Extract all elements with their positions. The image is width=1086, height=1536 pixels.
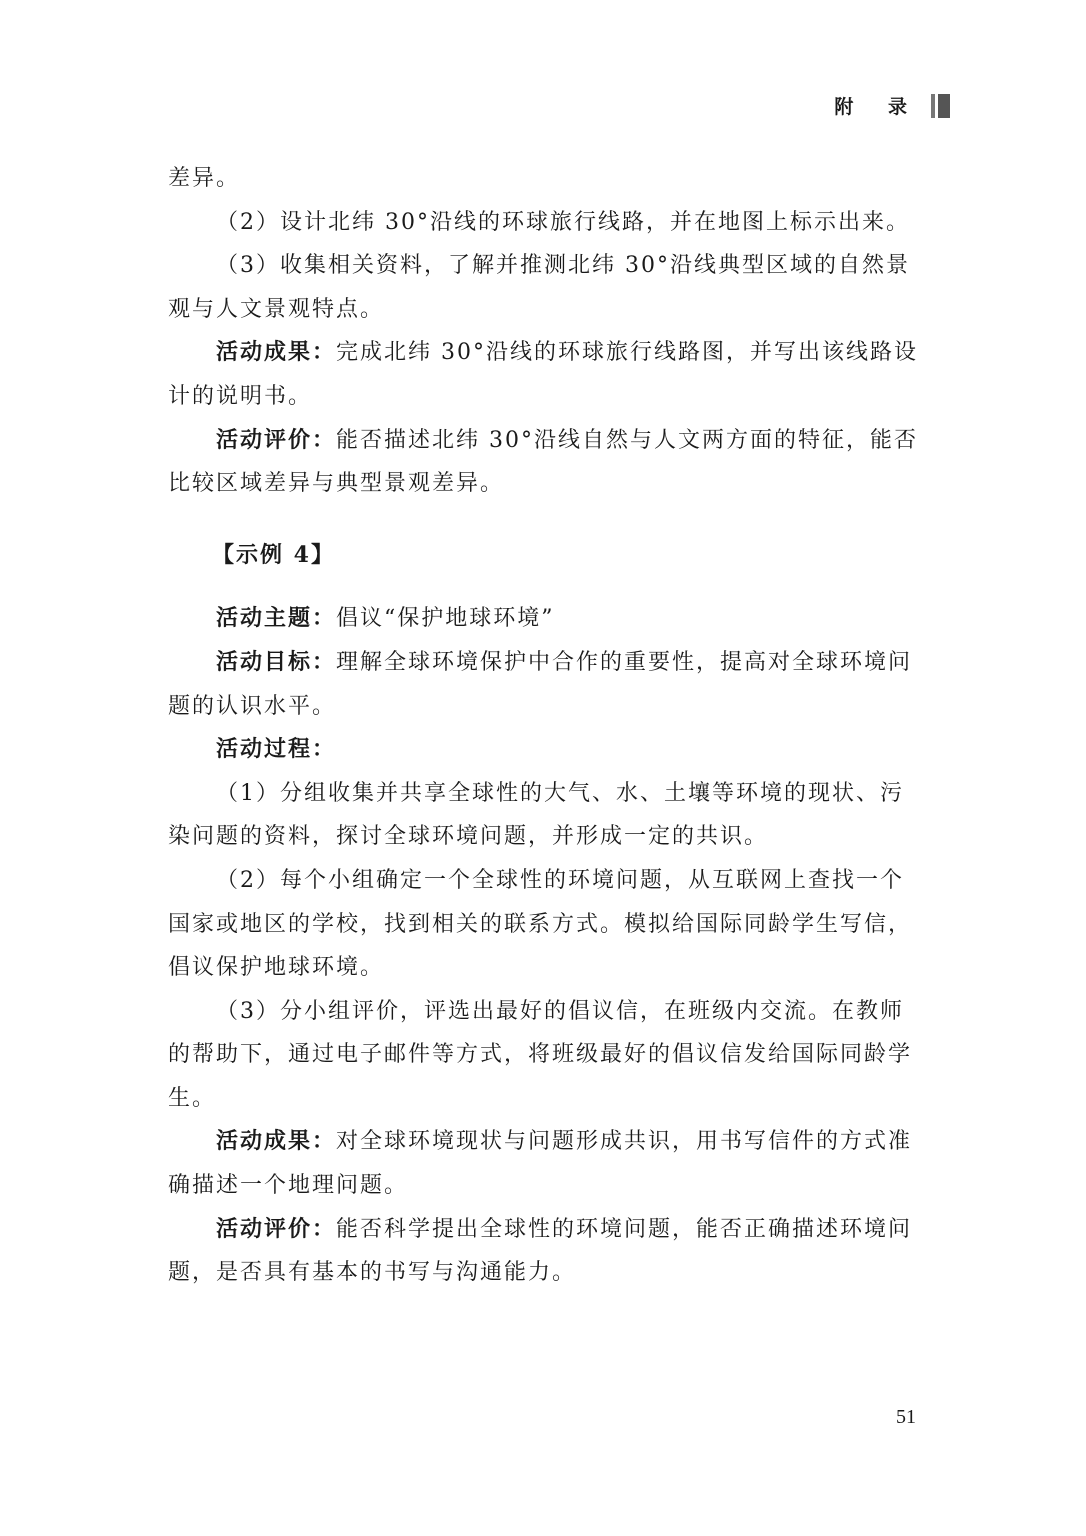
running-header bbox=[834, 92, 950, 119]
activity-evaluation-label: 活动评价： bbox=[216, 1215, 337, 1242]
activity-evaluation-text: 能否描述北纬 30°沿线自然与人文两方面的特征，能否比较区域差异与典型景观差异。 bbox=[168, 427, 919, 497]
paragraph: （3）收集相关资料，了解并推测北纬 30°沿线典型区域的自然景观与人文景观特点。 bbox=[168, 253, 910, 322]
activity-evaluation-label: 活动评价： bbox=[216, 426, 337, 453]
paragraph-activity-process bbox=[168, 728, 920, 772]
activity-outcome-label: 活动成果： bbox=[216, 1128, 337, 1155]
activity-theme-label: 活动主题： bbox=[216, 605, 337, 632]
activity-theme-text: 倡议“保护地球环境” bbox=[336, 606, 555, 632]
activity-goal-text: 理解全球环境保护中合作的重要性，提高对全球环境问题的认识水平。 bbox=[168, 649, 913, 719]
paragraph-activity-theme bbox=[168, 597, 920, 641]
paragraph: （1）分组收集并共享全球性的大气、水、土壤等环境的现状、污染问题的资料，探讨全球环境问题，并形成一定的共识。 bbox=[168, 780, 904, 850]
example-title: 【示例 4】 bbox=[212, 541, 335, 568]
activity-goal-label: 活动目标： bbox=[216, 648, 337, 675]
paragraph-activity-outcome bbox=[168, 331, 920, 418]
paragraph: 差异。 bbox=[168, 166, 241, 191]
activity-outcome-text: 完成北纬 30°沿线的环球旅行线路图，并写出该线路设计的说明书。 bbox=[168, 340, 919, 409]
header-decoration-bars bbox=[931, 94, 950, 118]
activity-outcome-text: 对全球环境现状与问题形成共识，用书写信件的方式准确描述一个地理问题。 bbox=[168, 1129, 913, 1199]
header-bar-thick bbox=[938, 94, 950, 118]
page-number: 51 bbox=[896, 1406, 916, 1428]
paragraph: （2）每个小组确定一个全球性的环境问题，从互联网上查找一个国家或地区的学校，找到相关的联系方式。模拟给国际同龄学生写信，倡议保护地球环境。 bbox=[168, 867, 913, 981]
header-bar-thin bbox=[931, 94, 935, 118]
page-body bbox=[168, 157, 920, 1295]
paragraph-activity-evaluation bbox=[168, 419, 920, 506]
paragraph: （3）分小组评价，评选出最好的倡议信，在班级内交流。在教师的帮助下，通过电子邮件等方式，将班级最好的倡议信发给国际同龄学生。 bbox=[168, 998, 913, 1111]
activity-process-label: 活动过程： bbox=[216, 736, 337, 763]
activity-outcome-label: 活动成果： bbox=[216, 339, 337, 366]
paragraph: （2）设计北纬 30°沿线的环球旅行线路，并在地图上标示出来。 bbox=[216, 209, 910, 235]
activity-evaluation-text: 能否科学提出全球性的环境问题，能否正确描述环境问题，是否具有基本的书写与沟通能力。 bbox=[168, 1216, 913, 1286]
paragraph-activity-goal bbox=[168, 641, 920, 728]
paragraph-activity-outcome bbox=[168, 1120, 920, 1207]
paragraph-activity-evaluation bbox=[168, 1208, 920, 1295]
section-label: 附 录 bbox=[834, 96, 921, 118]
